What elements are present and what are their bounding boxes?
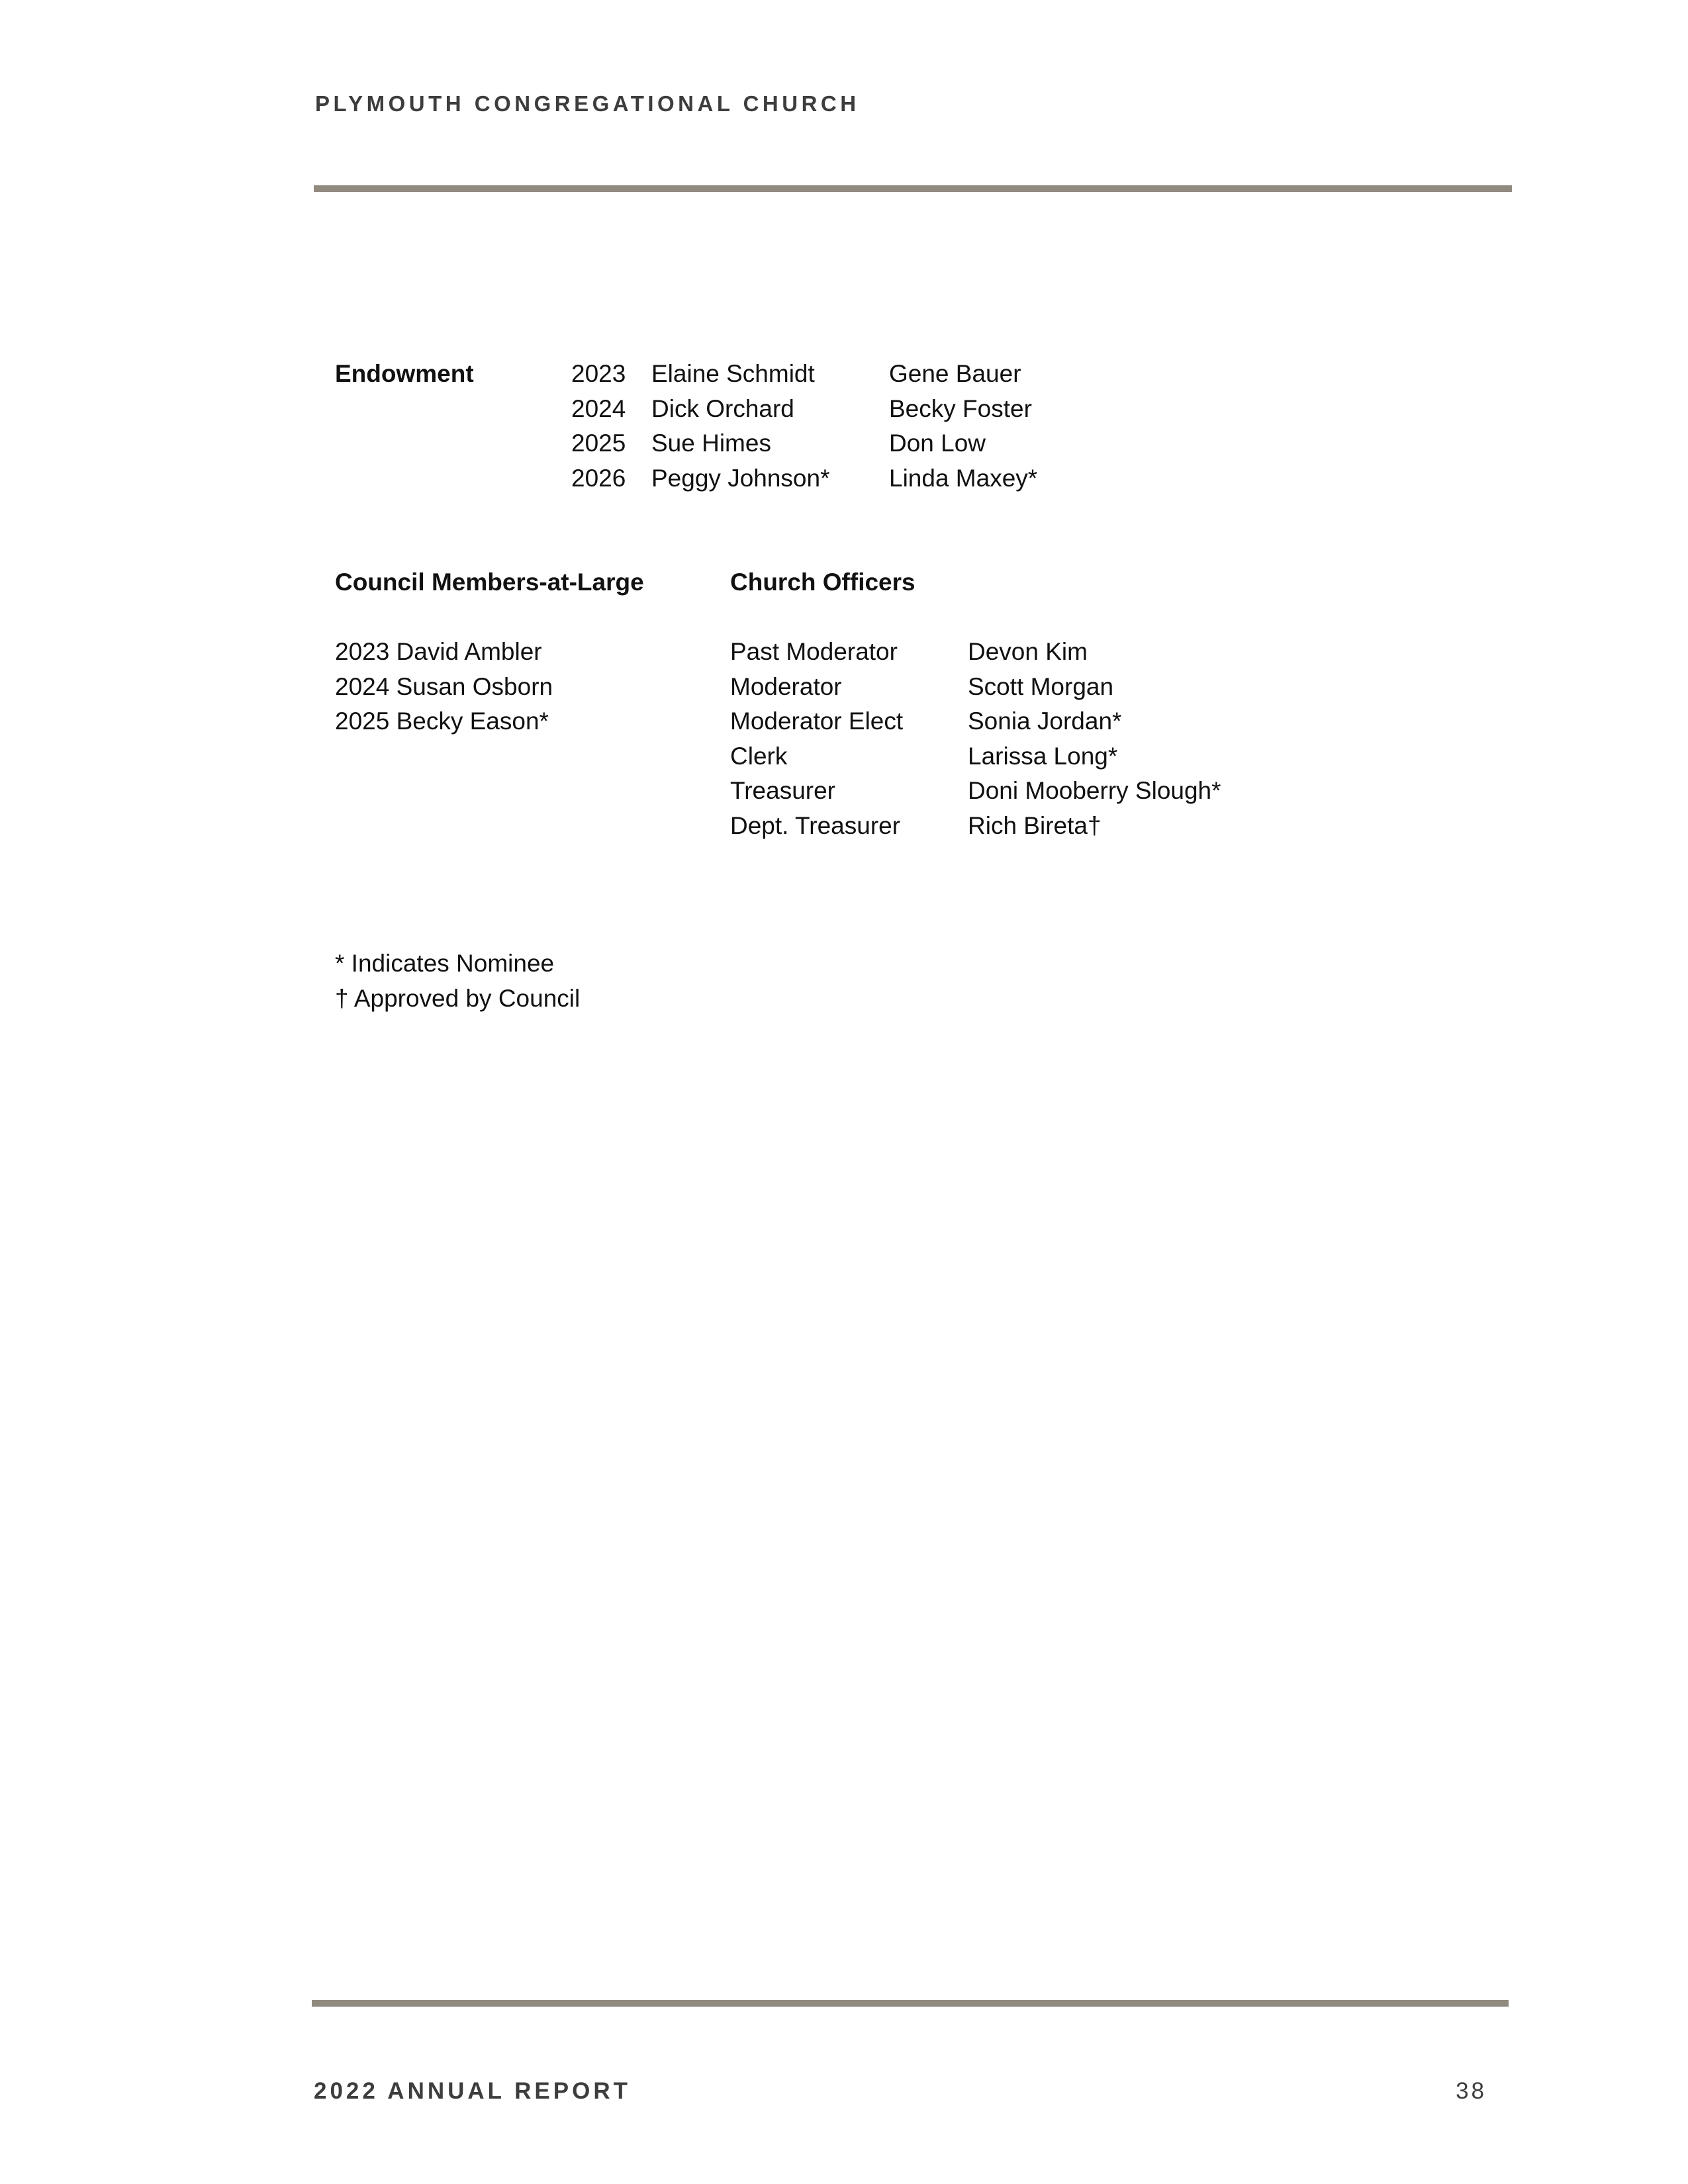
endowment-names-column-2 <box>889 357 1037 496</box>
council-member: 2023 David Ambler <box>335 638 542 665</box>
endowment-member: Don Low <box>889 430 986 457</box>
council-heading: Council Members-at-Large <box>335 569 644 596</box>
endowment-heading: Endowment <box>335 360 474 387</box>
officer-name: Scott Morgan <box>968 672 1114 700</box>
endowment-member: Becky Foster <box>889 394 1032 422</box>
council-member: 2025 Becky Eason* <box>335 707 549 735</box>
endowment-year: 2025 <box>571 430 626 457</box>
officer-roles-column <box>730 635 903 843</box>
officer-name: Rich Bireta† <box>968 811 1102 839</box>
council-member: 2024 Susan Osborn <box>335 672 553 700</box>
endowment-year: 2024 <box>571 394 626 422</box>
page-number: 38 <box>1456 2078 1487 2104</box>
officer-role: Moderator Elect <box>730 707 904 735</box>
officer-role: Clerk <box>730 742 788 770</box>
endowment-member: Linda Maxey* <box>889 464 1038 492</box>
footer-divider <box>312 2000 1509 2007</box>
endowment-years-column <box>571 357 626 496</box>
endowment-member: Dick Orchard <box>651 394 794 422</box>
endowment-member: Gene Bauer <box>889 360 1021 387</box>
page-header-title: PLYMOUTH CONGREGATIONAL CHURCH <box>315 91 860 116</box>
officer-names-column <box>968 635 1221 843</box>
legend-notes <box>335 946 580 1016</box>
note-nominee: * Indicates Nominee <box>335 950 555 977</box>
officer-role: Dept. Treasurer <box>730 811 901 839</box>
note-approved: † Approved by Council <box>335 984 581 1012</box>
officer-role: Past Moderator <box>730 638 898 665</box>
endowment-member: Sue Himes <box>651 430 771 457</box>
council-members-list <box>335 635 553 739</box>
officer-name: Devon Kim <box>968 638 1088 665</box>
officer-role: Treasurer <box>730 777 836 804</box>
officers-heading: Church Officers <box>730 569 915 596</box>
officer-role: Moderator <box>730 672 842 700</box>
officer-name: Sonia Jordan* <box>968 707 1122 735</box>
endowment-year: 2026 <box>571 464 626 492</box>
endowment-member: Peggy Johnson* <box>651 464 830 492</box>
endowment-year: 2023 <box>571 360 626 387</box>
footer-report-title: 2022 ANNUAL REPORT <box>314 2078 631 2104</box>
officer-name: Doni Mooberry Slough* <box>968 777 1221 804</box>
endowment-member: Elaine Schmidt <box>651 360 815 387</box>
endowment-names-column-1 <box>651 357 829 496</box>
header-divider <box>314 185 1512 192</box>
officer-name: Larissa Long* <box>968 742 1118 770</box>
